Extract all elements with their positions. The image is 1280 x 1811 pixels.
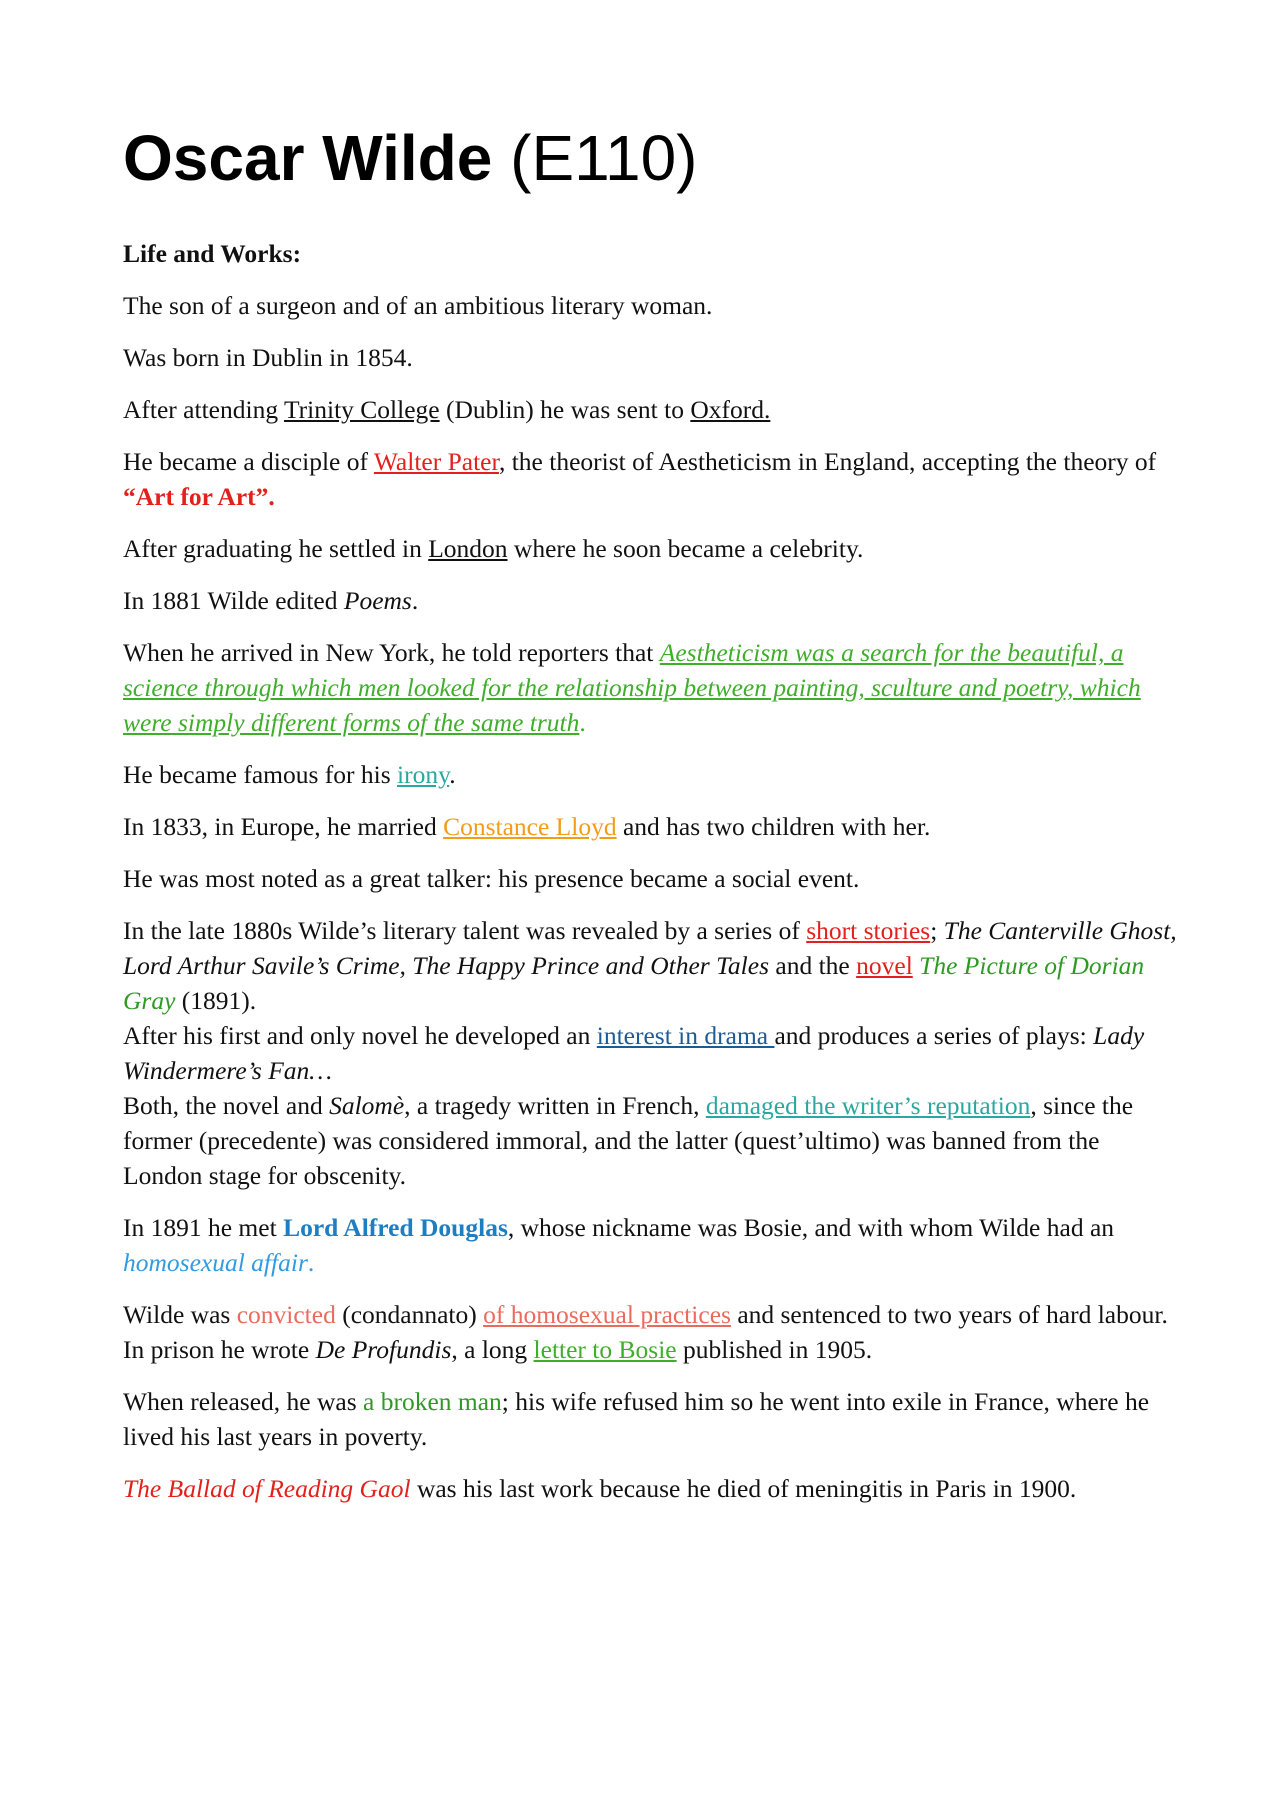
- dorian-gray-title: The Picture of Dorian Gray: [123, 951, 1145, 1015]
- homosexual-affair-text: homosexual affair: [123, 1248, 308, 1277]
- interest-in-drama-link[interactable]: interest in drama: [596, 1021, 775, 1050]
- paragraph-parents: The son of a surgeon and of an ambitious literary woman.: [123, 291, 713, 320]
- paragraph-talker: He was most noted as a great talker: his presence became a social event.: [123, 864, 860, 893]
- paragraph-new-york: When he arrived in New York, he told reporters that Aestheticism was a search for the beautiful, a science through which men looked for the relationship between painting, sculture and poetry, which were simply different forms of the same truth.: [123, 638, 1141, 737]
- page-title: [123, 118, 1183, 198]
- paragraph-exile: When released, he was a broken man; his wife refused him so he went into exile in France, where he lived his last years in poverty.: [123, 1387, 1150, 1451]
- paragraph-irony: He became famous for his irony.: [123, 760, 456, 789]
- paragraph-drama: After his first and only novel he developed an interest in drama and produces a series of plays: Lady Windermere’s Fan…: [123, 1021, 1145, 1085]
- art-for-art-text: “Art for Art”.: [123, 482, 275, 511]
- paragraph-london: After graduating he settled in London where he soon became a celebrity.: [123, 534, 864, 563]
- london-link[interactable]: London: [428, 534, 508, 563]
- paragraph-pater: He became a disciple of Walter Pater, the theorist of Aestheticism in England, accepting the theory of “Art for Art”.: [123, 447, 1157, 511]
- walter-pater-link[interactable]: Walter Pater: [373, 447, 499, 476]
- title-code: (E110): [510, 122, 698, 194]
- homosexual-practices-link[interactable]: of homosexual practices: [483, 1300, 731, 1329]
- paragraph-douglas: In 1891 he met Lord Alfred Douglas, whose nickname was Bosie, and with whom Wilde had an homosexual affair.: [123, 1213, 1115, 1277]
- irony-link[interactable]: irony: [397, 760, 450, 789]
- paragraph-poems: In 1881 Wilde edited Poems.: [123, 586, 419, 615]
- ballad-title: The Ballad of Reading Gaol: [123, 1474, 411, 1503]
- lord-alfred-douglas-text: Lord Alfred Douglas: [283, 1213, 508, 1242]
- paragraph-prison: In prison he wrote De Profundis, a long letter to Bosie published in 1905.: [123, 1335, 873, 1364]
- damaged-reputation-link[interactable]: damaged the writer’s reputation: [705, 1091, 1031, 1120]
- paragraph-education: After attending Trinity College (Dublin) he was sent to Oxford.: [123, 395, 771, 424]
- paragraph-birth: Was born in Dublin in 1854.: [123, 343, 413, 372]
- constance-lloyd-link[interactable]: Constance Lloyd: [443, 812, 617, 841]
- letter-to-bosie-link[interactable]: letter to Bosie: [533, 1335, 677, 1364]
- poems-title: Poems: [343, 586, 412, 615]
- paragraph-literary-talent: In the late 1880s Wilde’s literary talent was revealed by a series of short stories; The Canterville Ghost, Lord Arthur Savile’s Crime, The Happy Prince and Other Tales and the novel The Picture of Dorian Gray (1891).: [123, 916, 1177, 1015]
- paragraph-salome: Both, the novel and Salomè, a tragedy written in French, damaged the writer’s reputation, since the former (precedente) was considered immoral, and the latter (quest’ultimo) was banned from the London stage for obscenity.: [123, 1091, 1134, 1190]
- title-main: Oscar Wilde: [123, 122, 493, 194]
- paragraph-marriage: In 1833, in Europe, he married Constance Lloyd and has two children with her.: [123, 812, 931, 841]
- document-page: [123, 118, 1183, 1523]
- aestheticism-quote-link[interactable]: Aestheticism was a search for the beautiful, a science through which men looked for the relationship between painting, sculture and poetry, which were simply different forms of the same truth: [123, 638, 1141, 737]
- short-stories-link[interactable]: short stories: [806, 916, 931, 945]
- paragraph-last-work: The Ballad of Reading Gaol was his last work because he died of meningitis in Paris in 1900.: [123, 1474, 1077, 1503]
- salome-title: Salomè: [329, 1091, 405, 1120]
- lady-windermere-title: Lady Windermere’s Fan…: [123, 1021, 1145, 1085]
- broken-man-text: a broken man: [363, 1387, 502, 1416]
- novel-link[interactable]: novel: [856, 951, 913, 980]
- trinity-college-link[interactable]: Trinity College: [283, 395, 440, 424]
- de-profundis-title: De Profundis: [315, 1335, 452, 1364]
- paragraph-conviction: Wilde was convicted (condannato) of homosexual practices and sentenced to two years of hard labour.: [123, 1300, 1168, 1329]
- section-heading: Life and Works:: [123, 239, 302, 268]
- convicted-text: convicted: [236, 1300, 336, 1329]
- oxford-link[interactable]: Oxford.: [690, 395, 771, 424]
- short-story-titles: The Canterville Ghost, Lord Arthur Savile’s Crime, The Happy Prince and Other Tales: [123, 916, 1177, 980]
